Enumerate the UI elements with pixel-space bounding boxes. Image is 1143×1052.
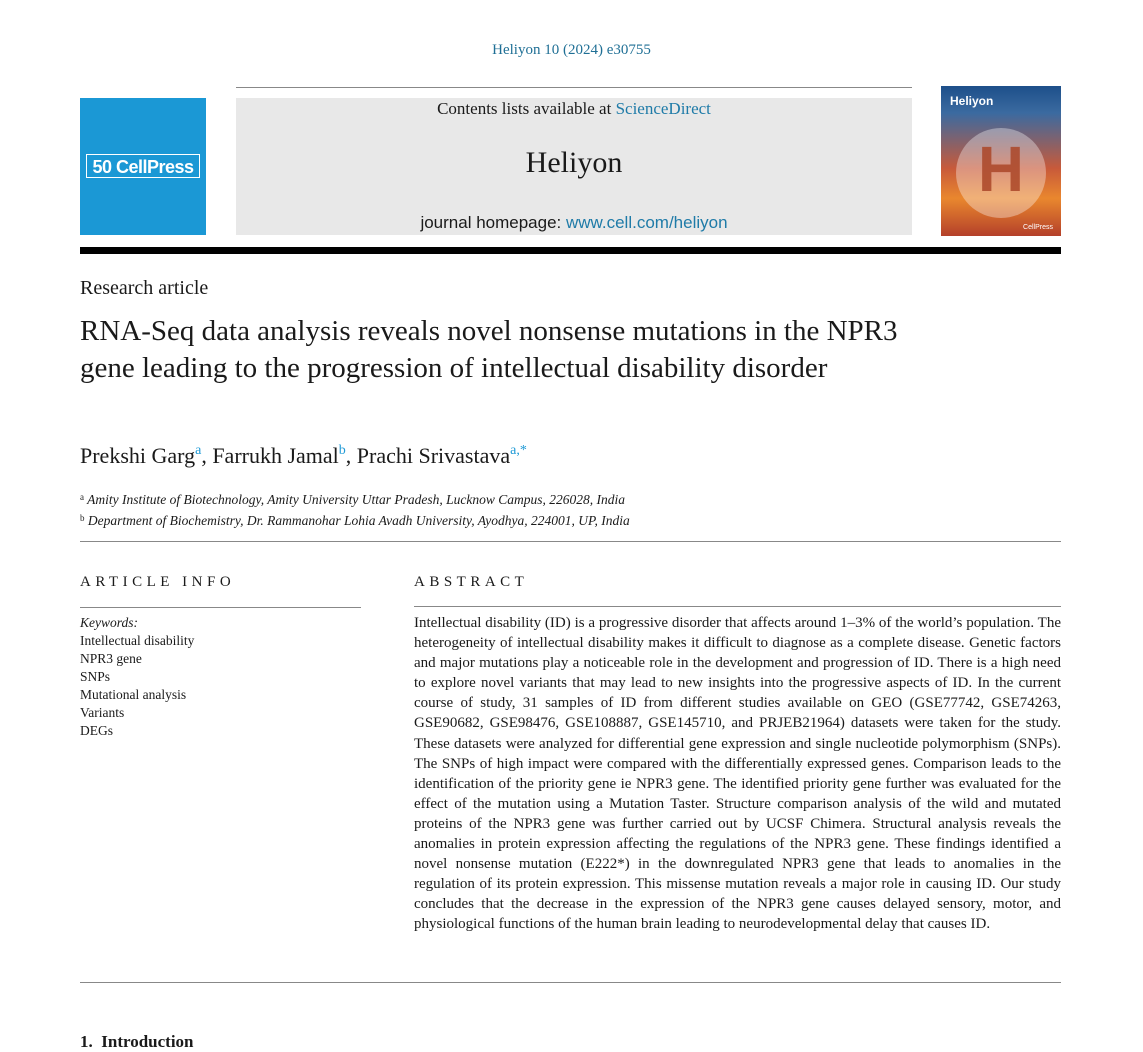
keyword-item: NPR3 gene [80,651,142,666]
abstract-divider [414,606,1061,607]
keywords-label: Keywords: [80,615,138,630]
author-affiliation-marker[interactable]: a [195,443,202,458]
affiliations [80,488,630,530]
author-list [80,443,527,469]
homepage-prefix: journal homepage: [420,213,566,232]
contents-prefix: Contents lists available at [437,99,616,118]
keyword-item: DEGs [80,723,113,738]
affiliation-text: Amity Institute of Biotechnology, Amity University Uttar Pradesh, Lucknow Campus, 226028, India [87,492,625,507]
header-top-divider [236,87,912,88]
journal-homepage-link[interactable]: www.cell.com/heliyon [565,213,728,232]
keyword-item: Variants [80,705,125,720]
section-title: Introduction [101,1032,194,1051]
section-number: 1. [80,1032,93,1051]
abstract-bottom-divider [80,982,1061,983]
cover-title: Heliyon [950,94,994,108]
affiliation-item [80,509,630,530]
affiliation-text: Department of Biochemistry, Dr. Rammanohar Lohia Avadh University, Ayodhya, 224001, UP, India [87,513,630,528]
article-info-heading: ARTICLE INFO [80,574,236,590]
journal-name: Heliyon [525,146,623,179]
keywords-block [80,614,194,740]
article-info-divider [80,607,361,608]
keyword-item: Intellectual disability [80,633,195,648]
keyword-item: Mutational analysis [80,687,187,702]
author-separator: , [201,443,213,468]
affiliation-marker: b [80,513,85,523]
author-name[interactable]: Prekshi Garg [80,443,196,468]
journal-cover-image[interactable] [941,86,1061,236]
author-name[interactable]: Prachi Srivastava [356,443,511,468]
author-affiliation-marker[interactable]: b [338,443,346,458]
sciencedirect-link[interactable]: ScienceDirect [615,99,711,118]
cellpress-logo-text: 50 CellPress [86,154,200,178]
contents-line [236,98,912,120]
cover-publisher: CellPress [1023,224,1053,231]
abstract-heading: ABSTRACT [414,574,529,590]
section-divider [80,541,1061,542]
journal-masthead [236,98,912,235]
cellpress-logo[interactable] [80,98,206,235]
section-heading-introduction [80,1032,194,1052]
header-thick-divider [80,247,1061,254]
cover-letter: H [977,133,1025,205]
article-type: Research article [80,277,209,299]
keywords-list [80,632,194,740]
affiliation-marker: a [80,492,84,502]
author-name[interactable]: Farrukh Jamal [212,443,339,468]
author-separator: , [345,443,357,468]
author-affiliation-marker[interactable]: a,* [510,443,527,458]
affiliation-item [80,488,630,509]
abstract-text: Intellectual disability (ID) is a progressive disorder that affects around 1–3% of the world’s population. The heterogeneity of intellectual disability makes it difficult to diagnose as a complete disease. Genetic factors and major mutations play a noticeable role in the development and progression of ID. There is a high need to explore novel variants that may lead to new insights into the progressive aspects of ID. In the current course of study, 31 samples of ID from different studies available on GEO (GSE77742, GSE74263, GSE90682, GSE98476, GSE108887, GSE145710, and PRJEB21964) datasets were taken for the study. These datasets were analyzed for differential gene expression and single nucleotide polymorphism (SNPs). The SNPs of high impact were compared with the differentially expressed genes. Comparison leads to the identification of the priority gene ie NPR3 gene. The identified priority gene further was evaluated for the effect of the mutation using a Mutation Taster. Structure comparison analysis of the wild and mutated proteins of the NPR3 gene was further carried out by UCSF Chimera. Structural analysis reveals the anomalies in protein expression affecting the regulations of the NPR3 gene. These findings identified a novel nonsense mutation (E222*) in the downregulated NPR3 gene that leads to anomalies in the regulation of its protein expression. This missense mutation reveals a major role in causing ID. Our study concludes that the decrease in the expression of the NPR3 gene causes delayed sensory, motor, and physiological functions of the human brain leading to neurodevelopmental delay that causes ID. [414,615,1061,933]
homepage-line [236,213,912,233]
article-title: RNA-Seq data analysis reveals novel nonsense mutations in the NPR3 gene leading to the progression of intellectual disability disorder [80,315,898,384]
keyword-item: SNPs [80,669,111,684]
journal-reference-link[interactable]: Heliyon 10 (2024) e30755 [492,42,651,58]
